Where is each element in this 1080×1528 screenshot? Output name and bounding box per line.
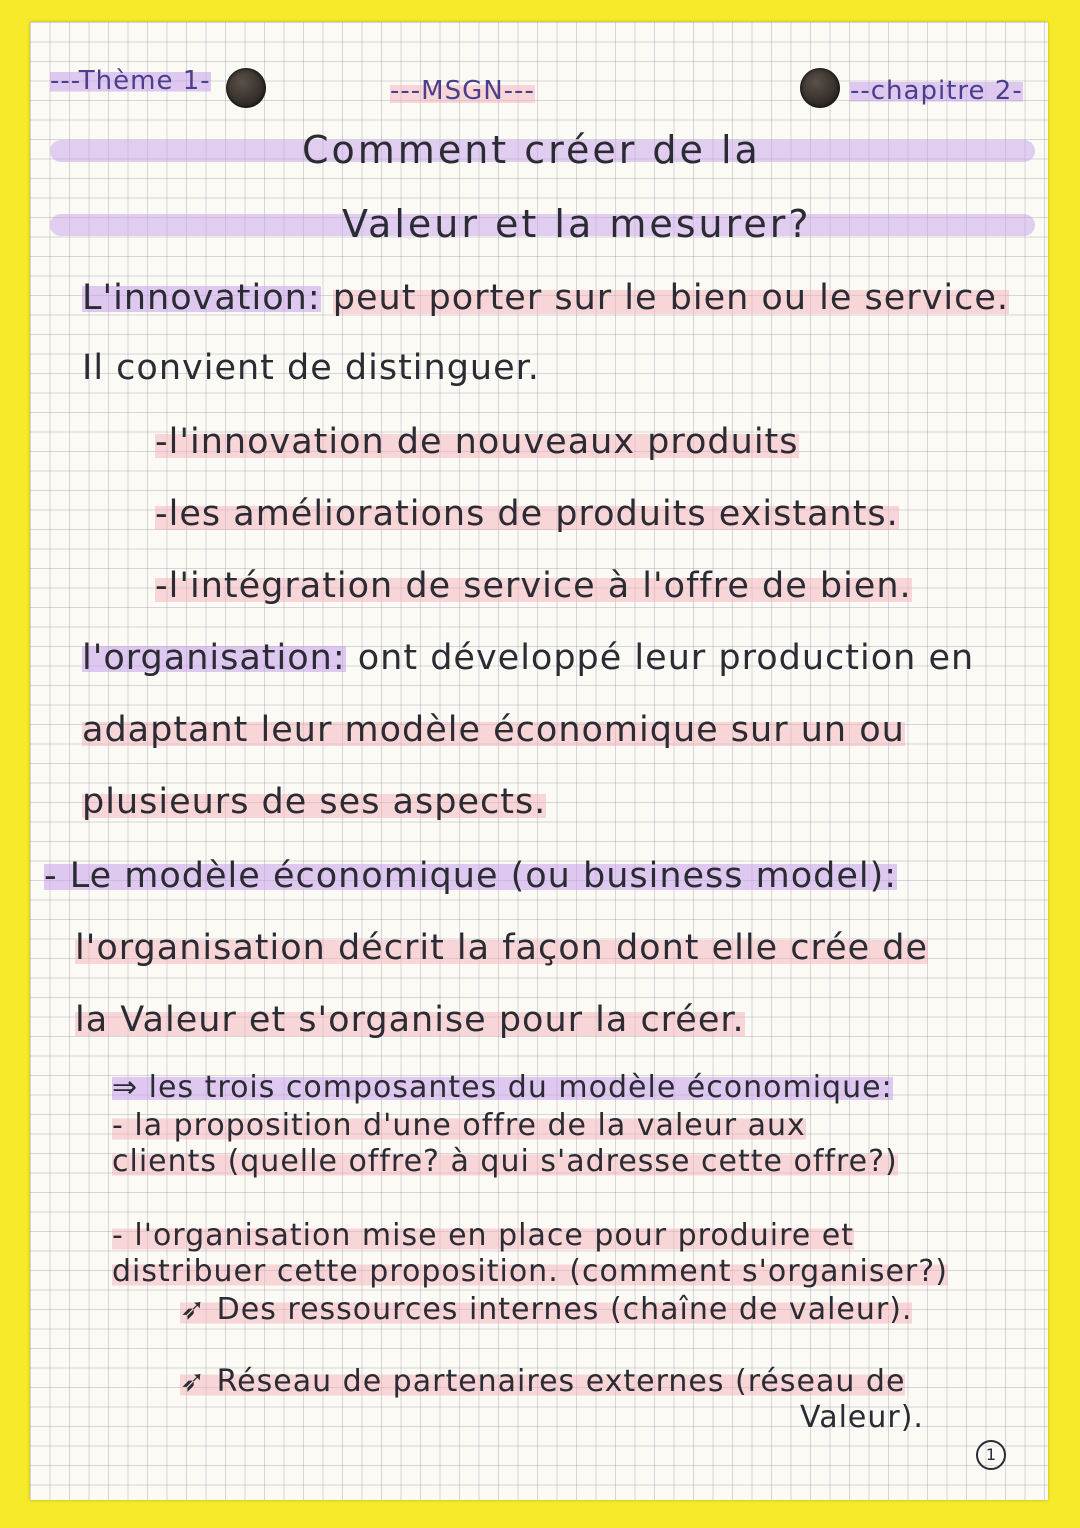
- component2-line2: distribuer cette proposition. (comment s'organiser?): [112, 1254, 948, 1289]
- binder-hole-right: [800, 68, 840, 108]
- page-number: 1: [976, 1440, 1006, 1470]
- sub-internal-resources: ➶ Des ressources internes (chaîne de valeur).: [180, 1292, 913, 1327]
- bullet-new-products: -l'innovation de nouveaux produits: [155, 422, 799, 462]
- component1-line2: clients (quelle offre? à qui s'adresse cette offre?): [112, 1144, 898, 1179]
- component2-line1: - l'organisation mise en place pour produire et: [112, 1218, 854, 1253]
- bullet-service-integration: -l'intégration de service à l'offre de bien.: [155, 566, 912, 606]
- organisation-line3: plusieurs de ses aspects.: [82, 782, 547, 822]
- organisation-term: l'organisation:: [82, 638, 346, 678]
- page-title-line2: Valeur et la mesurer?: [342, 202, 812, 246]
- organisation-text: ont développé leur production en: [357, 638, 975, 678]
- model-line2: la Valeur et s'organise pour la créer.: [75, 1000, 745, 1040]
- sub-external-partners-cont: Valeur).: [800, 1400, 924, 1435]
- distinguish-text: Il convient de distinguer.: [82, 348, 540, 388]
- page-title-line1: Comment créer de la: [302, 128, 761, 172]
- notebook-page: [30, 22, 1048, 1500]
- organisation-line2: adaptant leur modèle économique sur un ou: [82, 710, 905, 750]
- model-heading: - Le modèle économique (ou business model):: [44, 856, 898, 896]
- header-chapter: --chapitre 2-: [850, 76, 1023, 106]
- organisation-line1: [82, 638, 974, 678]
- bullet-improvements: -les améliorations de produits existants.: [155, 494, 899, 534]
- innovation-text: peut porter sur le bien ou le service.: [332, 278, 1010, 318]
- model-line1: l'organisation décrit la façon dont elle crée de: [75, 928, 929, 968]
- component1-line1: - la proposition d'une offre de la valeur aux: [112, 1108, 806, 1143]
- innovation-term: L'innovation:: [82, 278, 321, 318]
- header-subject: ---MSGN---: [390, 76, 535, 106]
- header-theme: ---Thème 1-: [50, 66, 211, 96]
- components-heading: ⇒ les trois composantes du modèle économique:: [112, 1070, 893, 1105]
- innovation-line: [82, 278, 1009, 318]
- binder-hole-left: [226, 68, 266, 108]
- sub-external-partners: ➶ Réseau de partenaires externes (réseau de: [180, 1364, 906, 1399]
